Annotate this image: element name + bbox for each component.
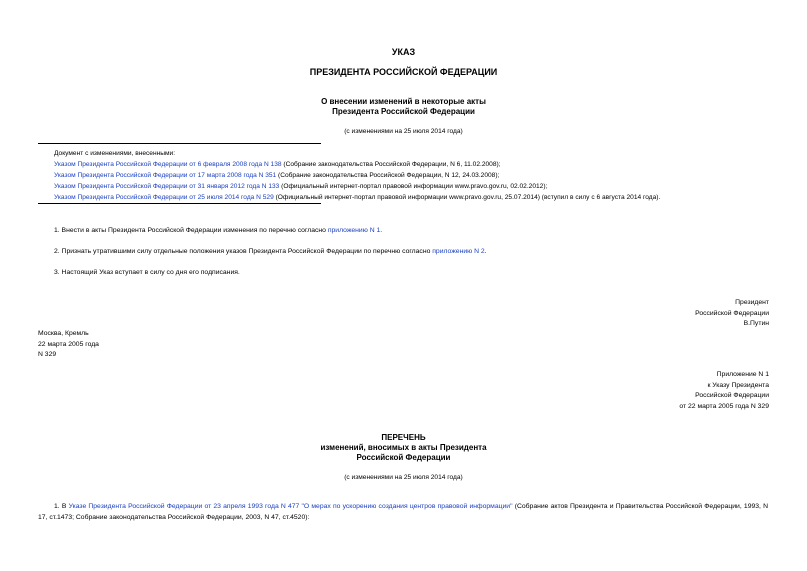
change-item	[54, 181, 794, 192]
signature-block	[695, 298, 769, 330]
decree-number: N 329	[38, 351, 57, 359]
signature-name: В.Путин	[743, 320, 769, 328]
appendix-label: Приложение N 1	[716, 371, 769, 378]
list-subtitle-line2: Российской Федерации	[356, 453, 451, 462]
signature-title: Президент	[735, 299, 769, 306]
list-item-1	[38, 502, 768, 523]
paragraph-3: 3. Настоящий Указ вступает в силу со дня его подписания.	[54, 269, 240, 276]
appendix-block	[679, 370, 769, 412]
date: 22 марта 2005 года	[38, 340, 99, 348]
paragraph-1-text: 1. Внести в акты Президента Российской Федерации изменения по перечню согласно	[54, 227, 328, 234]
paragraph-2	[54, 248, 487, 255]
change-item	[54, 159, 794, 170]
change-link[interactable]: Указом Президента Российской Федерации от 25 июля 2014 года N 529	[54, 194, 274, 201]
paragraph-1-end: .	[380, 227, 383, 234]
signature-country: Российской Федерации	[695, 309, 769, 317]
appendix-date: от 22 марта 2005 года N 329	[679, 402, 769, 410]
change-link[interactable]: Указом Президента Российской Федерации от 31 января 2012 года N 133	[54, 183, 280, 190]
change-item	[54, 192, 794, 203]
paragraph-2-text: 2. Признать утратившими силу отдельные положения указов Президента Российской Федерации по перечню согласно	[54, 248, 433, 255]
doc-issuer: ПРЕЗИДЕНТА РОССИЙСКОЙ ФЕДЕРАЦИИ	[309, 67, 498, 77]
list-title: ПЕРЕЧЕНЬ	[381, 433, 426, 442]
change-source: (Собрание законодательства Российской Федерации, N 6, 11.02.2008);	[281, 161, 501, 168]
doc-subject-line2: Президента Российской Федерации	[332, 107, 475, 116]
place-date-block	[38, 329, 99, 361]
change-source: (Официальный интернет-портал правовой информации www.pravo.gov.ru, 02.02.2012);	[279, 183, 548, 190]
changes-lead: Документ с изменениями, внесенными:	[54, 150, 176, 157]
place: Москва, Кремль	[38, 330, 89, 337]
list-subtitle-line1: изменений, вносимых в акты Президента	[320, 443, 487, 452]
change-link[interactable]: Указом Президента Российской Федерации от 6 февраля 2008 года N 138	[54, 161, 282, 168]
doc-title: УКАЗ	[391, 47, 416, 57]
appendix-1-link[interactable]: приложению N 1	[327, 227, 381, 234]
appendix-country: Российской Федерации	[695, 392, 769, 400]
appendix-ref: к Указу Президента	[707, 381, 769, 389]
divider-bottom	[38, 203, 321, 204]
divider-top	[38, 143, 321, 144]
changes-block	[54, 148, 794, 203]
change-source: (Собрание законодательства Российской Федерации, N 12, 24.03.2008);	[276, 172, 500, 179]
doc-subject-line1: О внесении изменений в некоторые акты	[321, 97, 486, 106]
paragraph-1	[54, 227, 382, 234]
change-link[interactable]: Указом Президента Российской Федерации от 17 марта 2008 года N 351	[54, 172, 277, 179]
change-source: (Официальный интернет-портал правовой информации www.pravo.gov.ru, 25.07.2014) (вступил в силу с 6 августа 2014 года).	[273, 194, 661, 201]
change-item	[54, 170, 794, 181]
appendix-2-link[interactable]: приложению N 2	[432, 248, 485, 255]
amended-note: (с изменениями на 25 июля 2014 года)	[344, 128, 463, 135]
list-item-1-source: (Собрание актов Президента и Правительства Российской Федерации, 1993, N 17, ст.1473; Собрание законодательства Российской Федерации, 2003, N 47, ст.4520):	[38, 503, 769, 521]
list-item-1-prefix: 1. В	[54, 503, 69, 510]
paragraph-2-end: .	[484, 248, 487, 255]
list-amended-note: (с изменениями на 25 июля 2014 года)	[344, 474, 463, 481]
list-item-1-link[interactable]: Указе Президента Российской Федерации от 23 апреля 1993 года N 477 "О мерах по ускорению создания центров правовой информации"	[68, 503, 513, 510]
